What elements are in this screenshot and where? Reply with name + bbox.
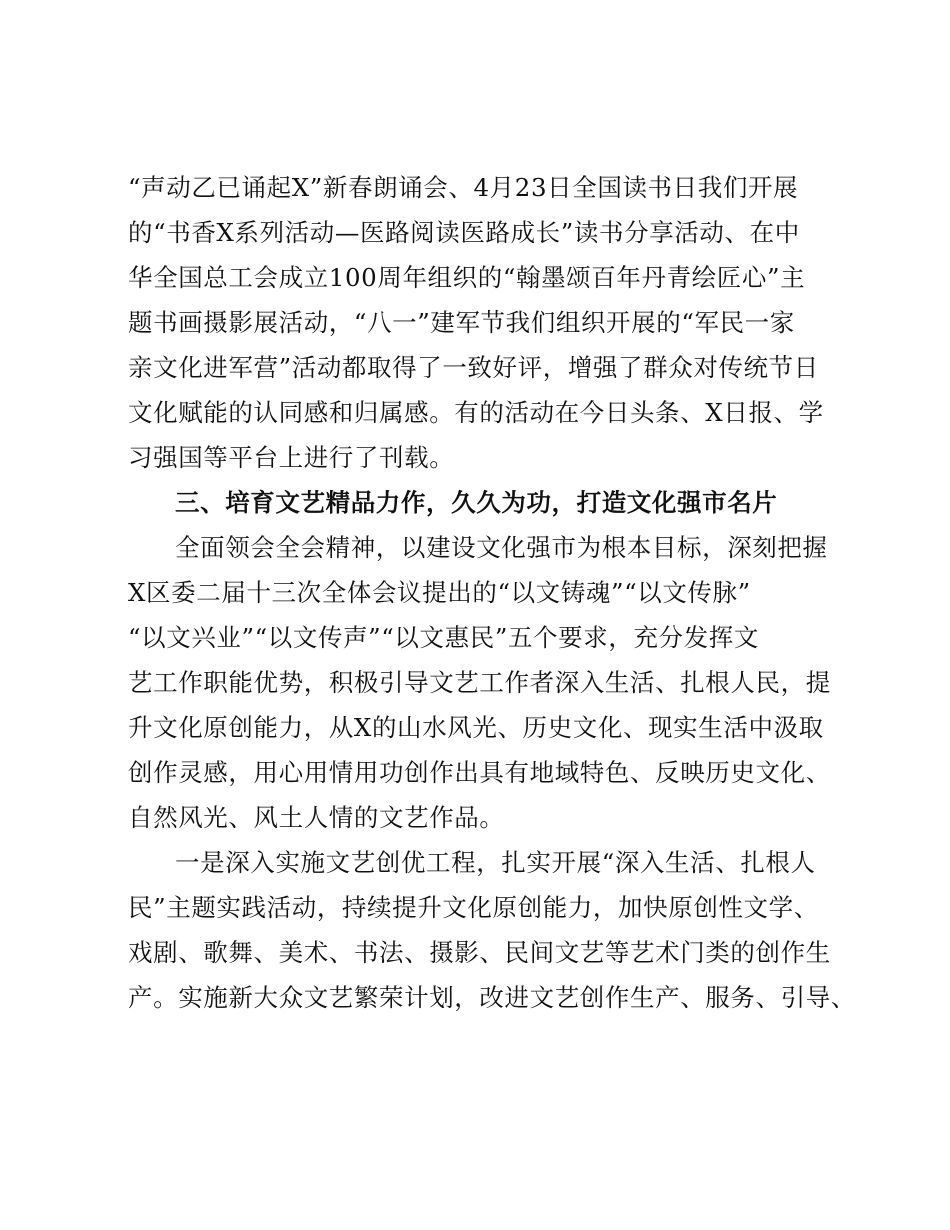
paragraph-line: 文化赋能的认同感和归属感。有的活动在今日头条、X日报、学 <box>128 398 824 427</box>
section-heading: 三、培育文艺精品力作，久久为功，打造文化强市名片 <box>175 488 778 517</box>
paragraph-line: 亲文化进军营”活动都取得了一致好评，增强了群众对传统节日 <box>128 353 819 382</box>
paragraph-line: 民”主题实践活动，持续提升文化原创能力，加快原创性文学、 <box>128 893 819 922</box>
paragraph-line: 习强国等平台上进行了刊载。 <box>128 443 455 472</box>
paragraph-line: 的“书香X系列活动—医路阅读医路成长”读书分享活动、在中 <box>128 218 800 247</box>
paragraph-line: 艺工作职能优势，积极引导文艺工作者深入生活、扎根人民，提 <box>128 668 831 697</box>
paragraph-line: 一是深入实施文艺创优工程，扎实开展“深入生活、扎根人 <box>175 848 816 877</box>
paragraph-line: 全面领会全会精神，以建设文化强市为根本目标，深刻把握 <box>175 533 828 562</box>
paragraph-line: X区委二届十三次全体会议提出的“以文铸魂”“以文传脉” <box>128 578 751 607</box>
paragraph-line: “以文兴业”“以文传声”“以文惠民”五个要求，充分发挥文 <box>128 623 759 652</box>
paragraph-line: 产。实施新大众文艺繁荣计划，改进文艺创作生产、服务、引导、 <box>128 983 856 1012</box>
paragraph-line: 自然风光、风土人情的文艺作品。 <box>128 803 505 832</box>
paragraph-line: 戏剧、歌舞、美术、书法、摄影、民间文艺等艺术门类的创作生 <box>128 938 831 967</box>
paragraph-line: 题书画摄影展活动，“八一”建军节我们组织开展的“军民一家 <box>128 308 795 337</box>
paragraph-line: 升文化原创能力，从X的山水风光、历史文化、现实生活中汲取 <box>128 713 824 742</box>
paragraph-line: “声动乙已诵起X”新春朗诵会、4月23日全国读书日我们开展 <box>128 173 799 202</box>
paragraph-line: 华全国总工会成立100周年组织的“翰墨颂百年丹青绘匠心”主 <box>128 263 806 292</box>
paragraph-line: 创作灵感，用心用情用功创作出具有地域特色、反映历史文化、 <box>128 758 831 787</box>
